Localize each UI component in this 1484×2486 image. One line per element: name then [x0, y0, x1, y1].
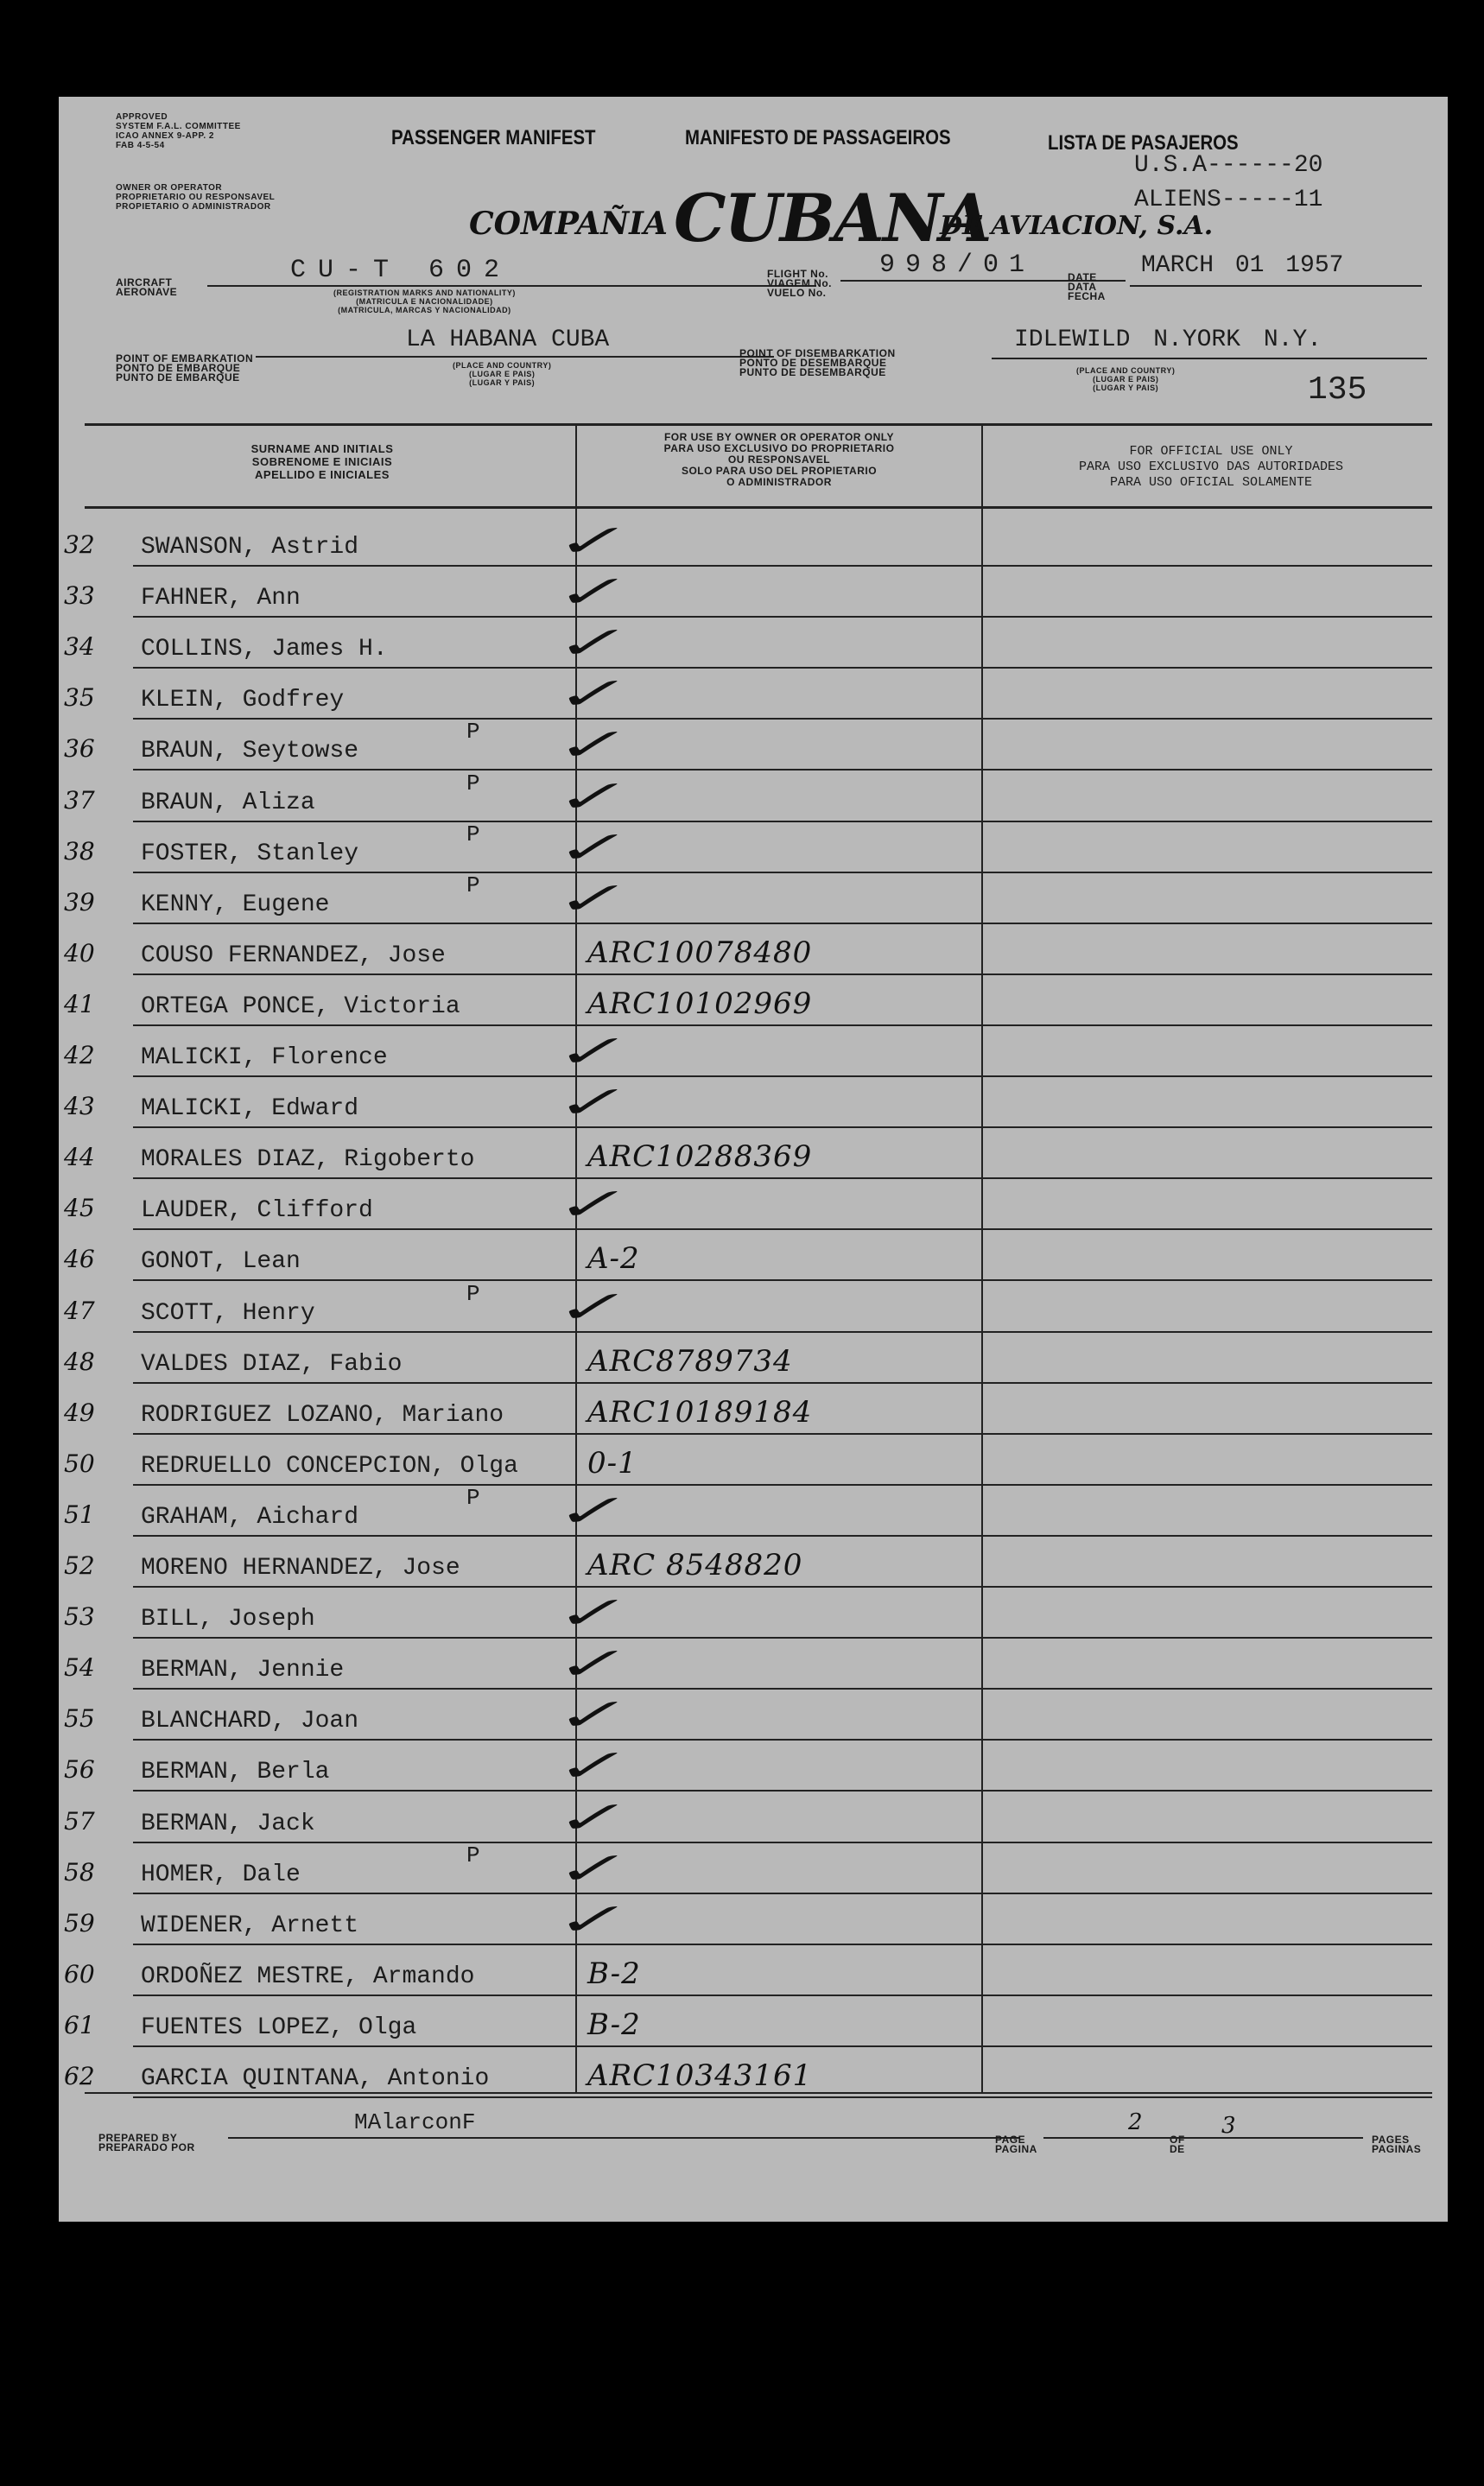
row-number: 56 [64, 1755, 95, 1784]
row-number: 55 [64, 1704, 95, 1733]
passenger-name: COUSO FERNANDEZ, Jose [141, 942, 446, 969]
page-value: 2 [1128, 2109, 1143, 2135]
checkmark-icon: ✓ [542, 872, 630, 924]
flight-value: 998/01 [879, 251, 1036, 280]
row-rule [133, 1637, 1432, 1639]
table-row [59, 1485, 1448, 1546]
passenger-name: REDRUELLO CONCEPCION, Olga [141, 1453, 518, 1480]
table-row [59, 1638, 1448, 1699]
title-portuguese: MANIFESTO DE PASSAGEIROS [685, 126, 951, 149]
table-row [59, 2006, 1448, 2057]
owner-annotation: ARC10288369 [587, 1139, 813, 1174]
passenger-name: LAUDER, Clifford [141, 1197, 373, 1224]
manifest-document [59, 97, 1448, 2222]
checkmark-icon: ✓ [542, 1740, 630, 1792]
checkmark-icon: ✓ [542, 1281, 630, 1333]
row-number: 43 [64, 1092, 95, 1120]
row-number: 32 [64, 530, 95, 559]
row-rule [133, 1484, 1432, 1486]
company-logo: CUBANA [674, 180, 991, 257]
row-number: 42 [64, 1041, 95, 1069]
row-number: 39 [64, 888, 95, 916]
date-label-line: DATA [1068, 281, 1097, 293]
approval-line: SYSTEM F.A.L. COMMITTEE [116, 122, 241, 131]
date-label-line: FECHA [1068, 290, 1106, 302]
embark-note-line: (LUGAR Y PAIS) [469, 378, 536, 387]
of-label-line: OF [1170, 2134, 1185, 2146]
row-rule [133, 821, 1432, 822]
table-row [59, 1178, 1448, 1240]
approval-line: FAB 4-5-54 [116, 141, 165, 150]
checkmark-icon: ✓ [542, 771, 630, 822]
row-rule [133, 1688, 1432, 1690]
column-header-line: FOR USE BY OWNER OR OPERATOR ONLY [663, 431, 895, 443]
aircraft-value: CU-T 602 [290, 256, 512, 285]
column-header-line: FOR OFFICIAL USE ONLY [1129, 444, 1293, 459]
flight-label-line: FLIGHT No. [767, 268, 828, 280]
table-row [59, 1444, 1448, 1495]
table-row [59, 1955, 1448, 2006]
row-rule [133, 2045, 1432, 2047]
pages-label-line: PAGES [1372, 2134, 1410, 2146]
row-number: 47 [64, 1297, 95, 1325]
checkmark-icon: ✓ [542, 1076, 630, 1128]
passenger-name: ORDOÑEZ MESTRE, Armando [141, 1963, 475, 1990]
disembark-note-line: (LUGAR Y PAIS) [1093, 384, 1159, 392]
checkmark-icon: ✓ [542, 1178, 630, 1230]
row-rule [133, 565, 1432, 567]
checkmark-icon: ✓ [542, 1689, 630, 1741]
table-row [59, 2057, 1448, 2108]
checkmark-icon: ✓ [542, 1842, 630, 1894]
passenger-name: BRAUN, Seytowse [141, 738, 359, 764]
owner-label-line: OWNER OR OPERATOR [116, 183, 223, 193]
row-number: 35 [64, 683, 95, 712]
embark-label-line: PONTO DE EMBARQUE [116, 362, 241, 374]
table-row [59, 1546, 1448, 1597]
disembark-value: IDLEWILD N.YORK N.Y. [1014, 327, 1322, 353]
passport-mark: P [466, 1485, 480, 1511]
table-row [59, 872, 1448, 934]
prepared-by-value: MAlarconF [354, 2109, 476, 2135]
owner-annotation: A-2 [587, 1241, 640, 1276]
column-header-line: SURNAME AND INITIALS [251, 442, 394, 455]
owner-annotation: B-2 [587, 1956, 641, 1991]
passenger-name: ORTEGA PONCE, Victoria [141, 993, 460, 1020]
table-row [59, 1689, 1448, 1750]
passport-mark: P [466, 1281, 480, 1307]
column-header-line: SOBRENOME E INICIAIS [251, 455, 393, 468]
passport-mark: P [466, 1842, 480, 1868]
disembark-label-line: PONTO DE DESEMBARQUE [739, 357, 887, 369]
column-header-line: SOLO PARA USO DEL PROPIETARIO [681, 465, 878, 477]
checkmark-icon: ✓ [542, 719, 630, 771]
owner-annotation: ARC10102969 [587, 986, 813, 1021]
embark-label-line: POINT OF EMBARKATION [116, 352, 254, 365]
row-rule [133, 667, 1432, 669]
company-suffix: DE AVIACION, S.A. [940, 211, 1214, 241]
table-row [59, 1342, 1448, 1393]
row-number: 40 [64, 939, 95, 967]
column-header-line: PARA USO EXCLUSIVO DO PROPRIETARIO [663, 442, 895, 454]
checkmark-icon: ✓ [542, 617, 630, 669]
row-rule [133, 1842, 1432, 1843]
row-number: 48 [64, 1348, 95, 1376]
checkmark-icon: ✓ [542, 515, 630, 567]
table-row [59, 515, 1448, 576]
prepared-by-label-line: PREPARADO POR [98, 2141, 195, 2153]
row-number: 54 [64, 1653, 95, 1682]
passenger-name: BERMAN, Jack [141, 1811, 315, 1837]
row-number: 41 [64, 990, 95, 1018]
table-row [59, 771, 1448, 832]
prepared-by-label-line: PREPARED BY [98, 2132, 178, 2144]
passenger-name: MORALES DIAZ, Rigoberto [141, 1146, 475, 1173]
passenger-name: MALICKI, Florence [141, 1044, 388, 1071]
table-row [59, 1076, 1448, 1138]
row-number: 45 [64, 1194, 95, 1222]
embark-note-line: (LUGAR E PAIS) [468, 370, 536, 378]
title-spanish: LISTA DE PASAJEROS [1048, 131, 1239, 155]
table-row [59, 1240, 1448, 1291]
passenger-name: MALICKI, Edward [141, 1095, 359, 1122]
passenger-name: KLEIN, Godfrey [141, 687, 345, 713]
column-header-line: PARA USO EXCLUSIVO DAS AUTORIDADES [1078, 460, 1344, 474]
table-row [59, 985, 1448, 1036]
flight-label-line: VIAGEM No. [767, 277, 833, 289]
table-row [59, 1792, 1448, 1853]
row-number: 61 [64, 2011, 95, 2039]
table-row [59, 821, 1448, 883]
table-row [59, 934, 1448, 985]
embark-note-line: (PLACE AND COUNTRY) [453, 361, 552, 370]
aircraft-label-line: AERONAVE [116, 286, 178, 298]
column-header-line: PARA USO OFICIAL SOLAMENTE [1109, 475, 1313, 490]
checkmark-icon: ✓ [542, 566, 630, 618]
table-row [59, 1393, 1448, 1444]
table-row [59, 1587, 1448, 1648]
owner-annotation: ARC10343161 [587, 2058, 813, 2093]
owner-annotation: ARC10189184 [587, 1395, 813, 1430]
usa-count: U.S.A------20 [1134, 152, 1323, 179]
passenger-name: HOMER, Dale [141, 1861, 301, 1888]
table-row [59, 719, 1448, 780]
row-rule [133, 1535, 1432, 1537]
owner-annotation: B-2 [587, 2007, 641, 2042]
passenger-name: WIDENER, Arnett [141, 1912, 359, 1939]
checkmark-icon: ✓ [542, 1792, 630, 1843]
row-rule [133, 1382, 1432, 1384]
stamp-number: 135 [1308, 371, 1367, 409]
row-number: 57 [64, 1807, 95, 1836]
checkmark-icon: ✓ [542, 1638, 630, 1690]
row-rule [133, 1739, 1432, 1741]
owner-label-line: PROPIETARIO O ADMINISTRADOR [116, 202, 271, 212]
row-rule [133, 1433, 1432, 1435]
page-label [995, 2135, 1037, 2154]
passenger-name: GARCIA QUINTANA, Antonio [141, 2065, 490, 2092]
row-number: 51 [64, 1500, 95, 1529]
row-number: 52 [64, 1551, 95, 1580]
embark-label-line: PUNTO DE EMBARQUE [116, 371, 240, 384]
row-number: 37 [64, 786, 95, 815]
passport-mark: P [466, 771, 480, 796]
passenger-name: BILL, Joseph [141, 1606, 315, 1633]
aircraft-label-line: AIRCRAFT [116, 276, 173, 289]
prepared-by-label [98, 2134, 195, 2153]
passenger-name: FUENTES LOPEZ, Olga [141, 2014, 417, 2041]
owner-label-line: PROPRIETARIO OU RESPONSAVEL [116, 193, 276, 202]
row-number: 60 [64, 1960, 95, 1988]
registration-note-line: (MATRICULA, MARCAS Y NACIONALIDAD) [338, 306, 511, 314]
row-rule [133, 923, 1432, 924]
table-row [59, 566, 1448, 627]
of-label-line: DE [1170, 2143, 1185, 2155]
row-rule [133, 1075, 1432, 1077]
column-header-line: O ADMINISTRADOR [726, 476, 832, 488]
row-rule [133, 1177, 1432, 1179]
passport-mark: P [466, 872, 480, 898]
row-rule [133, 769, 1432, 771]
checkmark-icon: ✓ [542, 821, 630, 873]
passenger-name: GRAHAM, Aichard [141, 1504, 359, 1531]
approval-line: ICAO ANNEX 9-APP. 2 [116, 131, 214, 141]
row-number: 50 [64, 1449, 95, 1478]
row-number: 33 [64, 581, 95, 610]
passenger-name: FAHNER, Ann [141, 585, 301, 612]
row-rule [133, 1944, 1432, 1945]
row-number: 49 [64, 1398, 95, 1427]
row-rule [133, 1331, 1432, 1333]
passenger-name: KENNY, Eugene [141, 891, 330, 918]
passenger-name: RODRIGUEZ LOZANO, Mariano [141, 1402, 504, 1429]
row-rule [133, 1126, 1432, 1128]
company-prefix: COMPAÑIA [469, 206, 668, 242]
column-header-line: OU RESPONSAVEL [727, 453, 831, 466]
flight-label-line: VUELO No. [767, 287, 827, 299]
table-row [59, 668, 1448, 729]
row-number: 59 [64, 1909, 95, 1937]
passenger-table [59, 97, 1448, 2222]
page-label-line: PAGINA [995, 2143, 1037, 2155]
prepared-by-underline [228, 2137, 1019, 2139]
checkmark-icon: ✓ [542, 1025, 630, 1077]
page-underline [1043, 2137, 1363, 2139]
disembark-note-line: (PLACE AND COUNTRY) [1076, 366, 1176, 375]
row-number: 62 [64, 2062, 95, 2090]
passenger-name: COLLINS, James H. [141, 636, 388, 663]
row-rule [133, 973, 1432, 975]
table-row [59, 1740, 1448, 1801]
row-number: 46 [64, 1245, 95, 1273]
date-label-line: DATE [1068, 271, 1097, 283]
passenger-name: BERMAN, Jennie [141, 1657, 345, 1684]
checkmark-icon: ✓ [542, 1587, 630, 1639]
row-number: 44 [64, 1143, 95, 1171]
passenger-name: BERMAN, Berla [141, 1759, 330, 1785]
passport-mark: P [466, 821, 480, 847]
passenger-name: SWANSON, Astrid [141, 534, 359, 561]
passenger-name: VALDES DIAZ, Fabio [141, 1351, 403, 1378]
row-rule [133, 872, 1432, 873]
passenger-name: BLANCHARD, Joan [141, 1708, 359, 1734]
row-rule [133, 2096, 1432, 2098]
checkmark-icon: ✓ [542, 1485, 630, 1537]
row-number: 38 [64, 837, 95, 866]
aliens-count: ALIENS-----11 [1134, 187, 1323, 213]
row-number: 53 [64, 1602, 95, 1631]
passenger-name: BRAUN, Aliza [141, 790, 315, 816]
row-rule [133, 1228, 1432, 1230]
row-rule [133, 1586, 1432, 1588]
row-rule [133, 1024, 1432, 1026]
row-rule [133, 1893, 1432, 1894]
registration-note-line: (REGISTRATION MARKS AND NATIONALITY) [333, 289, 516, 297]
table-row [59, 1893, 1448, 1955]
table-row [59, 617, 1448, 678]
registration-note-line: (MATRICULA E NACIONALIDADE) [356, 297, 493, 306]
row-number: 58 [64, 1858, 95, 1887]
table-row [59, 1281, 1448, 1342]
row-rule [133, 1279, 1432, 1281]
passenger-name: SCOTT, Henry [141, 1300, 315, 1327]
passenger-name: GONOT, Lean [141, 1248, 301, 1275]
owner-annotation: ARC10078480 [587, 935, 813, 970]
pages-label-line: PAGINAS [1372, 2143, 1422, 2155]
pages-label [1372, 2135, 1421, 2154]
embark-value: LA HABANA CUBA [406, 327, 610, 353]
table-bottom-rule [85, 2092, 1432, 2094]
passenger-name: MORENO HERNANDEZ, Jose [141, 1555, 460, 1582]
approval-line: APPROVED [116, 112, 168, 122]
passenger-name: FOSTER, Stanley [141, 840, 359, 867]
row-number: 34 [64, 632, 95, 661]
row-rule [133, 718, 1432, 720]
checkmark-icon: ✓ [542, 1893, 630, 1945]
of-value: 3 [1221, 2113, 1236, 2139]
row-rule [133, 616, 1432, 618]
date-value: MARCH 01 1957 [1141, 252, 1344, 279]
disembark-label-line: PUNTO DE DESEMBARQUE [739, 366, 886, 378]
disembark-label-line: POINT OF DISEMBARKATION [739, 347, 896, 359]
owner-annotation: ARC 8548820 [587, 1548, 803, 1582]
disembark-note-line: (LUGAR E PAIS) [1092, 375, 1159, 384]
table-row [59, 1842, 1448, 1904]
title-english: PASSENGER MANIFEST [391, 126, 596, 149]
page-label-line: PAGE [995, 2134, 1026, 2146]
table-row [59, 1025, 1448, 1087]
passport-mark: P [466, 719, 480, 745]
row-rule [133, 1790, 1432, 1792]
row-rule [133, 1995, 1432, 1996]
table-row [59, 1138, 1448, 1189]
checkmark-icon: ✓ [542, 668, 630, 720]
column-header-line: APELLIDO E INICIALES [255, 468, 390, 481]
owner-annotation: ARC8789734 [587, 1344, 793, 1379]
row-number: 36 [64, 734, 95, 763]
owner-annotation: 0-1 [587, 1446, 637, 1481]
